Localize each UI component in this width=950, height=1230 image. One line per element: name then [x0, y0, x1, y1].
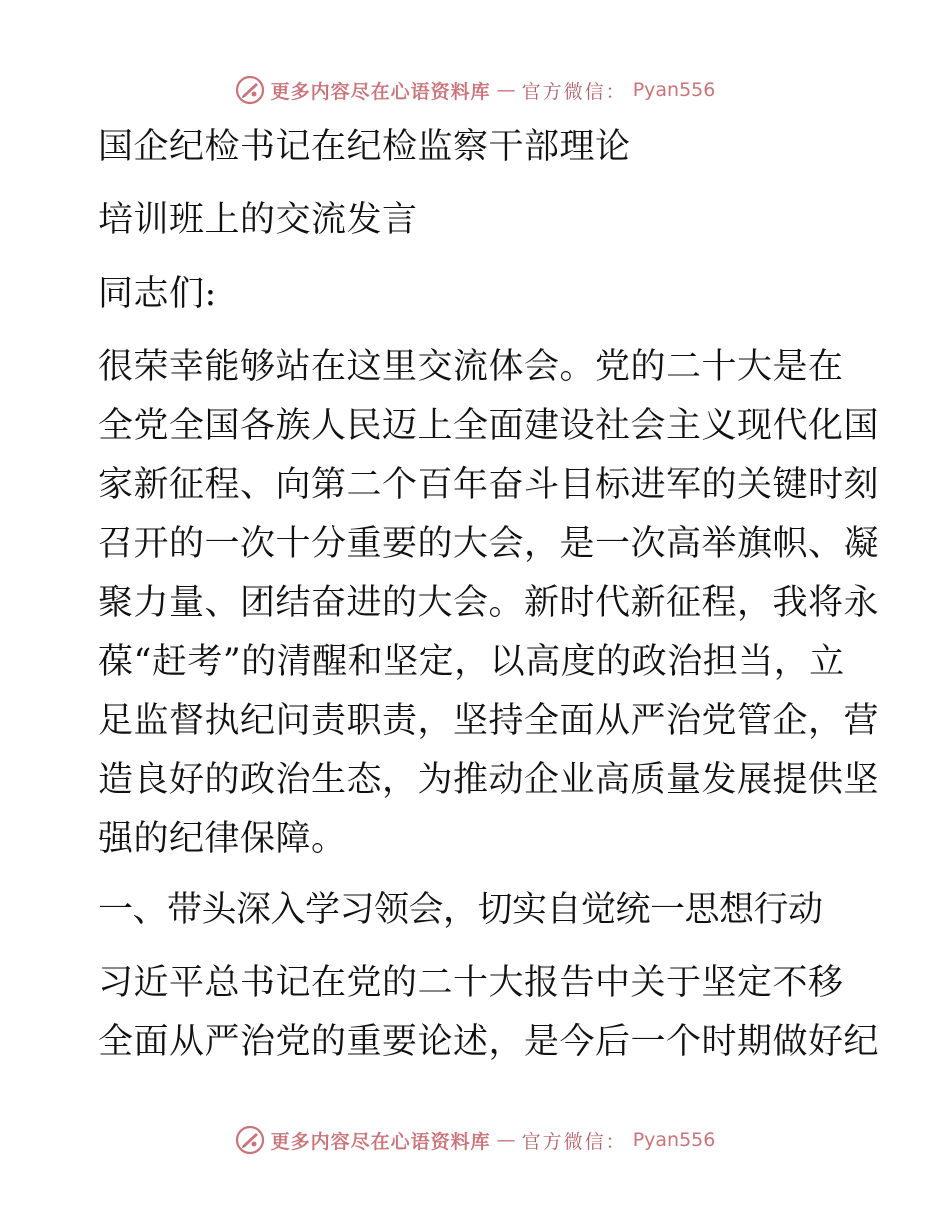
watermark-text: 更多内容尽在心语资料库 — [270, 80, 491, 103]
doc-title-line-2: 培训班上的交流发言 — [98, 200, 418, 240]
seal-logo-icon — [235, 1125, 265, 1155]
seal-logo-icon — [235, 75, 265, 105]
para1-line: 聚力量、团结奋进的大会。新时代新征程，我将永 — [98, 583, 880, 623]
doc-salutation: 同志们: — [98, 274, 217, 314]
para2-line: 习近平总书记在党的二十大报告中关于坚定不移 — [98, 963, 844, 1003]
para1-line: 造良好的政治生态，为推动企业高质量发展提供坚 — [98, 760, 880, 800]
para1-line: 家新征程、向第二个百年奋斗目标进军的关键时刻 — [98, 465, 880, 505]
doc-title-line-1: 国企纪检书记在纪检监察干部理论 — [98, 127, 631, 167]
para1-line: 葆“赶考”的清醒和坚定，以高度的政治担当，立 — [98, 642, 845, 682]
para1-line: 很荣幸能够站在这里交流体会。党的二十大是在 — [98, 347, 844, 387]
watermark-id: Pyan556 — [632, 79, 716, 101]
watermark-label: 官方微信： — [521, 1130, 627, 1153]
watermark-footer — [0, 1120, 950, 1160]
watermark-label: 官方微信： — [521, 80, 627, 103]
para1-line: 强的纪律保障。 — [98, 819, 347, 859]
para1-line: 足监督执纪问责职责，坚持全面从严治党管企，营 — [98, 701, 880, 741]
para2-line: 全面从严治党的重要论述，是今后一个时期做好纪 — [98, 1022, 880, 1062]
watermark-header — [0, 70, 950, 110]
watermark-dash: — — [496, 79, 516, 101]
para1-line: 全党全国各族人民迈上全面建设社会主义现代化国 — [98, 406, 880, 446]
watermark-dash: — — [496, 1129, 516, 1151]
para1-line: 召开的一次十分重要的大会，是一次高举旗帜、凝 — [98, 524, 880, 564]
section-heading-1: 一、带头深入学习领会，切实自觉统一思想行动 — [98, 890, 823, 930]
watermark-id: Pyan556 — [632, 1129, 716, 1151]
watermark-text: 更多内容尽在心语资料库 — [270, 1130, 491, 1153]
